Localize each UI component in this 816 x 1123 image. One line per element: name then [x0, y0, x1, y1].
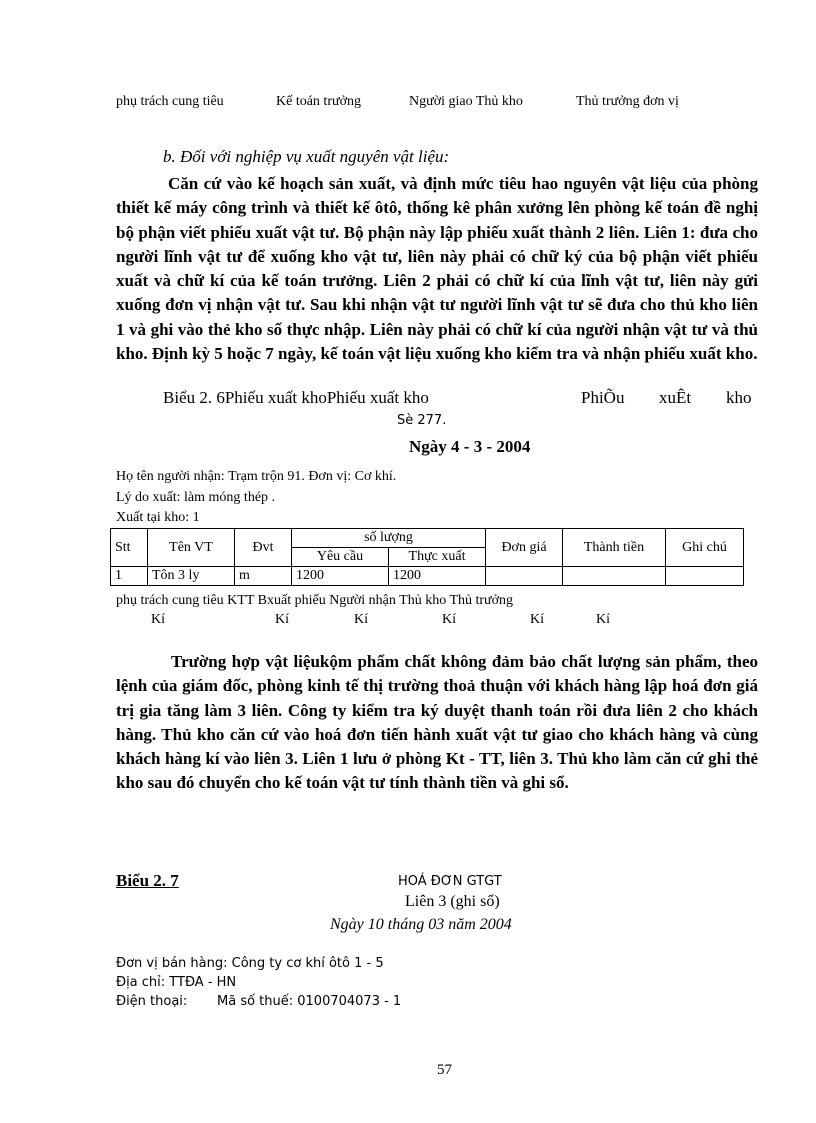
header-stt: Stt	[111, 529, 148, 567]
cell-don-gia	[486, 567, 563, 586]
receipt-date: Ngày 4 - 3 - 2004	[409, 437, 531, 456]
bieu-2-6-garbled-word-3: kho	[726, 388, 752, 407]
cell-stt: 1	[111, 567, 148, 586]
header-thanh-tien: Thành tiền	[563, 529, 666, 567]
header-don-gia: Đơn giá	[486, 529, 563, 567]
header-dvt: Đvt	[235, 529, 292, 567]
signature-header-ke-toan: Kế toán trưởng	[276, 94, 361, 109]
receipt-number: Sè 277.	[397, 413, 447, 428]
bieu-2-6-caption: Biểu 2. 6Phiếu xuất khoPhiếu xuất kho	[163, 388, 429, 407]
cell-yeu-cau: 1200	[292, 567, 389, 586]
bieu-2-6-garbled-word-1: PhiÕu	[581, 388, 625, 407]
header-thuc-xuat: Thực xuất	[389, 548, 486, 567]
section-b-paragraph	[116, 172, 758, 366]
cell-ten-vt: Tôn 3 ly	[148, 567, 235, 586]
seller-line: Đơn vị bán hàng: Công ty cơ khí ôtô 1 - 5	[116, 956, 384, 971]
warehouse-line: Xuất tại kho: 1	[116, 510, 200, 525]
signature-ki-4: Kí	[442, 612, 456, 627]
signature-header-nguoi-giao: Người giao Thủ kho	[409, 94, 523, 109]
paragraph-2	[116, 650, 758, 796]
page-number: 57	[437, 1062, 452, 1078]
cell-thanh-tien	[563, 567, 666, 586]
address-line: Địa chỉ: TTĐA - HN	[116, 975, 237, 990]
tax-code: Mã số thuế: 0100704073 - 1	[217, 994, 402, 1009]
signature-ki-5: Kí	[530, 612, 544, 627]
cell-dvt: m	[235, 567, 292, 586]
header-ghi-chu: Ghi chú	[666, 529, 744, 567]
signature-ki-1: Kí	[151, 612, 165, 627]
header-yeu-cau: Yêu cầu	[292, 548, 389, 567]
signature-header-thu-truong: Thủ trưởng đơn vị	[576, 94, 679, 109]
header-ten-vt: Tên VT	[148, 529, 235, 567]
table-row	[111, 567, 744, 586]
signature-ki-3: Kí	[354, 612, 368, 627]
invoice-title: HOÁ ĐƠN GTGT	[398, 874, 502, 889]
section-b-text: Căn cứ vào kế hoạch sản xuất, và định mức tiêu hao nguyên vật liệu của phòng thiết kế máy công trình và thiết kế ôtô, thống kê phân xưởng lên phòng kế toán đề nghị bộ phận viết phiếu xuất vật tư. Bộ phận này lập phiếu xuất thành 2 liên. Liên 1: đưa cho người lĩnh vật tư để xuống kho vật tư, liên này phải có chữ ký của bộ phận viết phiếu xuất và chữ kí của kế toán trưởng. Liên 2 phải có chữ kí của lĩnh vật tư, liên này gửi xuống đơn vị nhận vật tư. Sau khi nhận vật tư người lĩnh vật tư sẽ đưa cho thủ kho liên 1 và ghi vào thẻ kho số thực nhập. Liên này phải có chữ kí của người nhận vật tư và thủ kho. Định kỳ 5 hoặc 7 ngày, kế toán vật liệu xuống kho kiểm tra và nhận phiếu xuất kho.	[116, 174, 758, 364]
signature-ki-2: Kí	[275, 612, 289, 627]
cell-thuc-xuat: 1200	[389, 567, 486, 586]
section-b-heading: b. Đối với nghiệp vụ xuất nguyên vật liệu:	[163, 147, 450, 166]
signers-line: phụ trách cung tiêu KTT Bxuất phiếu Người nhận Thủ kho Thủ trưởng	[116, 593, 514, 608]
header-so-luong: số lượng	[292, 529, 486, 548]
paragraph-2-text: Trường hợp vật liệukộm phẩm chất không đảm bảo chất lượng sản phẩm, theo lệnh của giám đốc, phòng kinh tế thị trường thoả thuận với khách hàng lập hoá đơn giá trị gia tăng làm 3 liên. Công ty kiểm tra ký duyệt thanh toán rồi đưa liên 2 cho khách hàng. Thủ kho căn cứ vào hoá đơn tiến hành xuất vật tư giao cho khách hàng và cùng khách hàng kí vào liên 3. Liên 1 lưu ở phòng Kt - TT, liên 3. Thủ kho làm căn cứ ghi thẻ kho sau đó chuyển cho kế toán vật tư tính thành tiền và ghi sổ.	[116, 652, 758, 793]
invoice-lien: Liên 3 (ghi sổ)	[405, 893, 500, 910]
bieu-2-6-garbled-word-2: xuÊt	[659, 388, 692, 407]
cell-ghi-chu	[666, 567, 744, 586]
recipient-line: Họ tên người nhận: Trạm trộn 91. Đơn vị: Cơ khí.	[116, 469, 397, 484]
signature-header-cung-tieu: phụ trách cung tiêu	[116, 94, 224, 109]
invoice-date: Ngày 10 tháng 03 năm 2004	[330, 916, 512, 933]
signature-ki-6: Kí	[596, 612, 610, 627]
reason-line: Lý do xuất: làm móng thép .	[116, 490, 276, 505]
bieu-2-7-label: Biểu 2. 7	[116, 871, 179, 890]
material-issue-table	[110, 528, 744, 586]
phone-label: Điện thoại:	[116, 994, 188, 1009]
